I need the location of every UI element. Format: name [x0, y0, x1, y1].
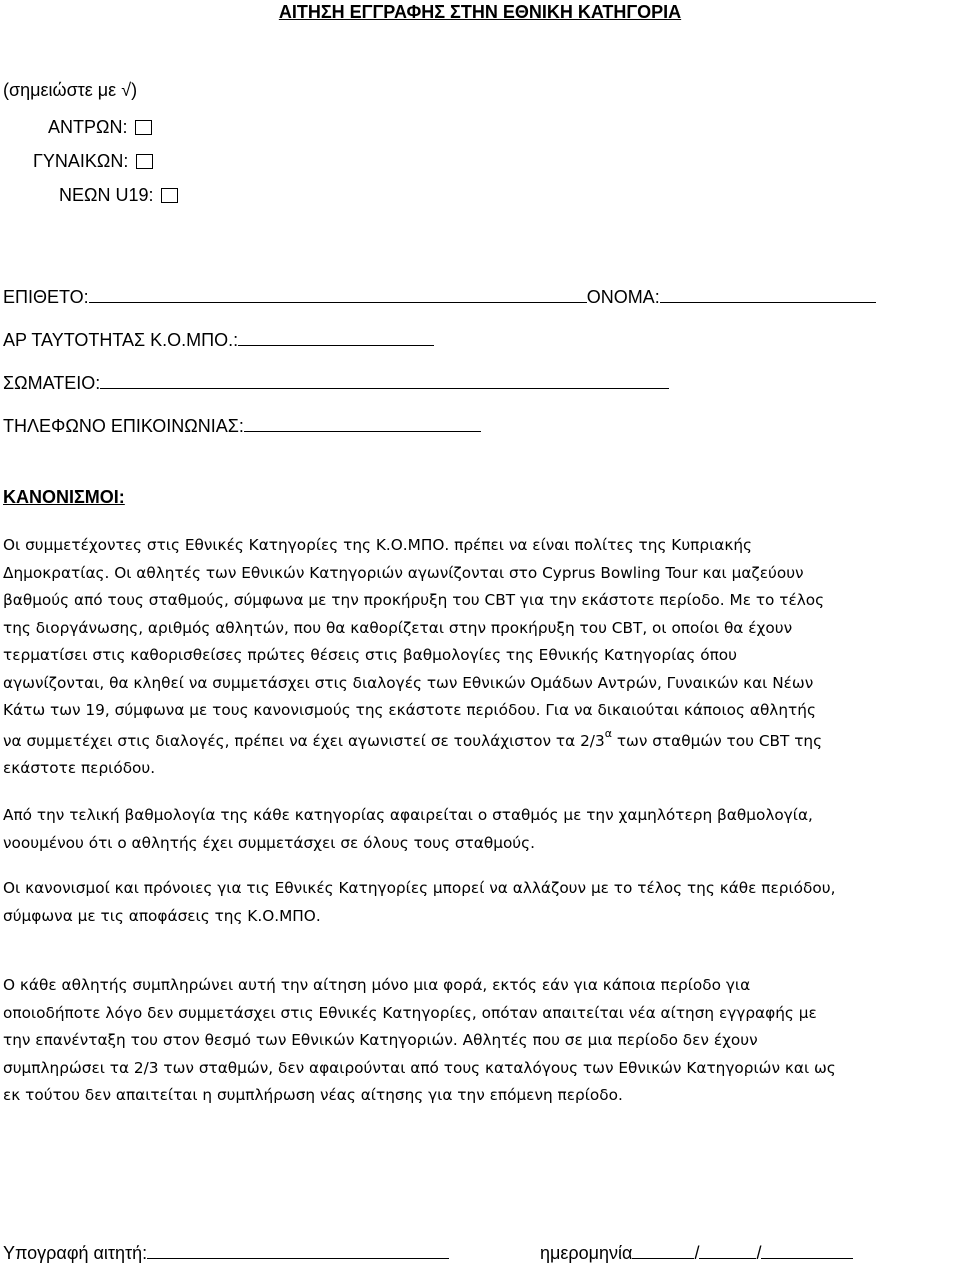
superscript-alpha: α [604, 726, 612, 740]
date-year-field[interactable] [761, 1240, 853, 1259]
signature-field[interactable] [147, 1240, 449, 1259]
date-row [540, 1240, 853, 1264]
paragraph-line: εκάστοτε περιόδου. [3, 759, 156, 777]
paragraph-line: Ο κάθε αθλητής συμπληρώνει αυτή την αίτηση μόνο μια φορά, εκτός εάν για κάποια περίοδο για [3, 976, 751, 994]
category-label-youth: ΝΕΩΝ U19: [59, 185, 154, 205]
rules-heading: ΚΑΝΟΝΙΣΜΟΙ: [3, 487, 125, 507]
checkbox-men[interactable] [135, 120, 152, 135]
category-label-men: ΑΝΤΡΩΝ: [48, 117, 128, 137]
paragraph-line: της διοργάνωσης, αριθμός αθλητών, που θα καθορίζεται στην προκήρυξη του CBT, οι οποίοι θα έχουν [3, 618, 793, 637]
paragraph-line: Κάτω των 19, σύμφωνα με τους κανονισμούς της εκάστοτε περιόδου. Για να δικαιούται κάποιος αθλητής [3, 701, 816, 719]
phone-row [3, 413, 481, 437]
name-field[interactable] [660, 284, 876, 303]
paragraph-line: οποιοδήποτε λόγο δεν συμμετάσχει στις Εθνικές Κατηγορίες, οπόταν απαιτείται νέα αίτηση εγγραφής με [3, 1003, 817, 1022]
name-label: ΟΝΟΜΑ: [586, 287, 660, 307]
paragraph-line: Οι κανονισμοί και πρόνοιες για τις Εθνικές Κατηγορίες μπορεί να αλλάζουν με το τέλος της κάθε περιόδου, [3, 879, 836, 897]
checkbox-youth[interactable] [161, 188, 178, 203]
date-separator: / [756, 1243, 762, 1263]
date-label: ημερομηνία [540, 1243, 633, 1263]
paragraph-line: Από την τελική βαθμολογία της κάθε κατηγορίας αφαιρείται ο σταθμός με την χαμηλότερη βαθμολογία, [3, 806, 813, 824]
paragraph-line: σύμφωνα με τις αποφάσεις της Κ.Ο.ΜΠΟ. [3, 906, 321, 925]
club-label: ΣΩΜΑΤΕΙΟ: [3, 373, 101, 393]
surname-field[interactable] [89, 284, 587, 303]
date-separator: / [694, 1243, 700, 1263]
date-day-field[interactable] [632, 1240, 694, 1259]
phone-field[interactable] [244, 413, 481, 432]
paragraph-line: νοουμένου ότι ο αθλητής έχει συμμετάσχει σε όλους τους σταθμούς. [3, 833, 535, 852]
surname-label: ΕΠΙΘΕΤΟ: [3, 287, 89, 307]
paragraph-line: συμπληρώσει τα 2/3 των σταθμών, δεν αφαιρούνται από τους καταλόγους των Εθνικών Κατηγοριών και ως [3, 1058, 836, 1077]
club-row [3, 370, 669, 394]
paragraph-text: να συμμετέχει στις διαλογές, πρέπει να έχει αγωνιστεί σε τουλάχιστον τα 2/3 [3, 731, 605, 750]
paragraph-text: των σταθμών του CBT της [611, 731, 823, 750]
signature-row [3, 1240, 449, 1264]
signature-label: Υπογραφή αιτητή: [3, 1243, 148, 1263]
club-field[interactable] [100, 370, 669, 389]
phone-label: ΤΗΛΕΦΩΝΟ ΕΠΙΚΟΙΝΩΝΙΑΣ: [3, 416, 244, 436]
paragraph-line: αγωνίζονται, θα κληθεί να συμμετάσχει στις διαλογές των Εθνικών Ομάδων Αντρών, Γυναικών και Νέων [3, 673, 814, 692]
rules-paragraph-1 [3, 532, 955, 783]
id-number-row [3, 327, 434, 351]
id-number-label: ΑΡ ΤΑΥΤΟΤΗΤΑΣ Κ.Ο.ΜΠΟ.: [3, 330, 239, 350]
category-row-men [48, 116, 152, 138]
paragraph-line [3, 728, 955, 756]
date-month-field[interactable] [699, 1240, 756, 1259]
paragraph-line: Οι συμμετέχοντες στις Εθνικές Κατηγορίες της Κ.Ο.ΜΠΟ. πρέπει να είναι πολίτες της Κυπριακής [3, 536, 753, 554]
rules-paragraph-4 [3, 972, 955, 1110]
paragraph-line: τερματίσει στις καθορισθείσες πρώτες θέσεις στις βαθμολογίες της Εθνικής Κατηγορίας όπου [3, 646, 737, 664]
category-row-youth [59, 184, 178, 206]
page-title: ΑΙΤΗΣΗ ΕΓΓΡΑΦΗΣ ΣΤΗΝ ΕΘΝΙΚΗ ΚΑΤΗΓΟΡΙΑ [278, 2, 682, 22]
paragraph-line: εκ τούτου δεν απαιτείται η συμπλήρωση νέας αίτησης για την επόμενη περίοδο. [3, 1086, 623, 1104]
paragraph-line: την επανένταξη του στον θεσμό των Εθνικών Κατηγοριών. Αθλητές που σε μια περίοδο δεν έχουν [3, 1031, 758, 1049]
category-label-women: ΓΥΝΑΙΚΩΝ: [33, 151, 129, 171]
checkbox-women[interactable] [136, 154, 153, 169]
rules-paragraph-2 [3, 802, 955, 857]
id-number-field[interactable] [238, 327, 434, 346]
surname-row [3, 284, 876, 308]
instruction-text: (σημειώστε με √) [3, 80, 138, 100]
paragraph-line: βαθμούς από τους σταθμούς, σύμφωνα με την προκήρυξη του CBT για την εκάστοτε περίοδο. Με το τέλος [3, 591, 825, 609]
paragraph-line: Δημοκρατίας. Οι αθλητές των Εθνικών Κατηγοριών αγωνίζονται στο Cyprus Bowling Tour και μαζεύουν [3, 563, 804, 582]
rules-paragraph-3 [3, 875, 955, 930]
category-row-women [33, 150, 153, 172]
